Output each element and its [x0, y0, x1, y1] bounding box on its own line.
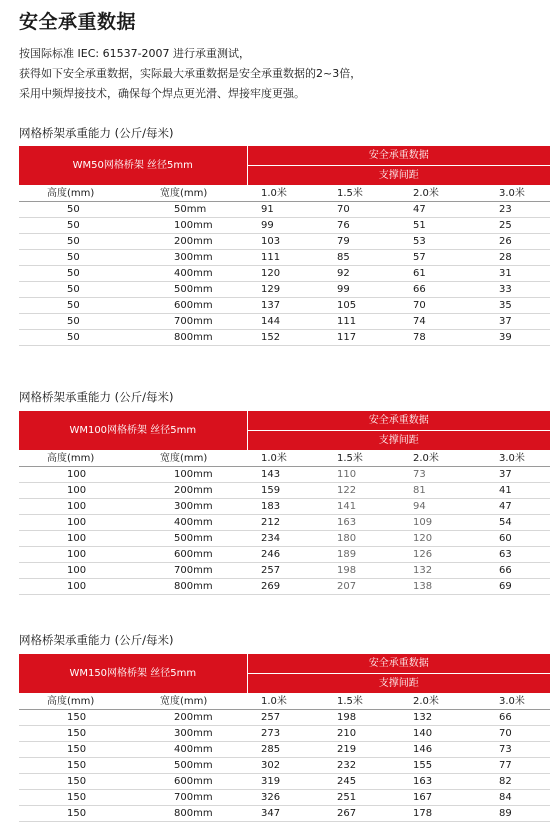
- table-cell: 600mm: [130, 774, 247, 790]
- table-cell: 257: [247, 563, 323, 579]
- table-cell: 400mm: [130, 515, 247, 531]
- table-cell: 70: [323, 202, 399, 218]
- column-header: 1.5米: [323, 451, 399, 467]
- table-cell: 37: [475, 467, 550, 483]
- table-cell: 140: [399, 726, 475, 742]
- table-row: [19, 314, 550, 330]
- table-cell: 207: [323, 579, 399, 595]
- table-cell: 600mm: [130, 298, 247, 314]
- table-cell: 100: [19, 531, 130, 547]
- table-cell: 257: [247, 710, 323, 726]
- table-cell: 150: [19, 806, 130, 822]
- table-cell: 70: [399, 298, 475, 314]
- table-cell: 66: [475, 563, 550, 579]
- table-cell: 50: [19, 330, 130, 346]
- table-row: [19, 499, 550, 515]
- table-cell: 200mm: [130, 710, 247, 726]
- table-cell: 63: [475, 547, 550, 563]
- column-header: 1.0米: [247, 694, 323, 710]
- table-cell: 129: [247, 282, 323, 298]
- table-cell: 111: [247, 250, 323, 266]
- table-cell: 81: [399, 483, 475, 499]
- table-cell: 319: [247, 774, 323, 790]
- table-cell: 302: [247, 758, 323, 774]
- table-cell: 50mm: [130, 202, 247, 218]
- table-row: [19, 531, 550, 547]
- table-cell: 109: [399, 515, 475, 531]
- table-cell: 152: [247, 330, 323, 346]
- table-cell: 70: [475, 726, 550, 742]
- table-cell: 73: [399, 467, 475, 483]
- table-cell: 111: [323, 314, 399, 330]
- table-cell: 50: [19, 282, 130, 298]
- table-cell: 47: [475, 499, 550, 515]
- header-safe-load: 安全承重数据: [247, 654, 550, 674]
- table-cell: 141: [323, 499, 399, 515]
- table-row: [19, 282, 550, 298]
- table-cell: 267: [323, 806, 399, 822]
- table-cell: 198: [323, 563, 399, 579]
- column-header: 高度(mm): [19, 451, 130, 467]
- table-cell: 23: [475, 202, 550, 218]
- table-cell: 234: [247, 531, 323, 547]
- table-cell: 800mm: [130, 579, 247, 595]
- table-cell: 100mm: [130, 218, 247, 234]
- column-header: 1.0米: [247, 451, 323, 467]
- table-cell: 99: [323, 282, 399, 298]
- table-cell: 60: [475, 531, 550, 547]
- intro-line: 获得如下安全承重数据，实际最大承重数据是安全承重数据的2~3倍，: [19, 67, 362, 80]
- table-row: [19, 547, 550, 563]
- table-cell: 163: [323, 515, 399, 531]
- table-cell: 73: [475, 742, 550, 758]
- section-title-wm50: 网格桥架承重能力 (公斤/每米): [19, 126, 174, 140]
- column-header: 3.0米: [475, 186, 550, 202]
- table-cell: 37: [475, 314, 550, 330]
- header-safe-load: 安全承重数据: [247, 146, 550, 166]
- table-cell: 92: [323, 266, 399, 282]
- column-header: 高度(mm): [19, 186, 130, 202]
- table-cell: 50: [19, 218, 130, 234]
- table-cell: 79: [323, 234, 399, 250]
- header-row: [19, 411, 550, 431]
- table-cell: 100: [19, 483, 130, 499]
- table-cell: 300mm: [130, 726, 247, 742]
- column-header: 1.5米: [323, 694, 399, 710]
- table-cell: 122: [323, 483, 399, 499]
- table-cell: 100: [19, 579, 130, 595]
- table-cell: 105: [323, 298, 399, 314]
- table-row: [19, 563, 550, 579]
- table-cell: 219: [323, 742, 399, 758]
- table-cell: 800mm: [130, 806, 247, 822]
- table-cell: 26: [475, 234, 550, 250]
- table-cell: 50: [19, 234, 130, 250]
- table-cell: 143: [247, 467, 323, 483]
- table-cell: 50: [19, 298, 130, 314]
- table-cell: 132: [399, 710, 475, 726]
- table-cell: 66: [475, 710, 550, 726]
- table-cell: 66: [399, 282, 475, 298]
- table-cell: 100: [19, 467, 130, 483]
- column-header: 3.0米: [475, 694, 550, 710]
- table-row: [19, 515, 550, 531]
- table-cell: 57: [399, 250, 475, 266]
- table-cell: 89: [475, 806, 550, 822]
- table-cell: 47: [399, 202, 475, 218]
- table-cell: 500mm: [130, 758, 247, 774]
- table-cell: 110: [323, 467, 399, 483]
- table-cell: 117: [323, 330, 399, 346]
- intro-line: 采用中频焊接技术，确保每个焊点更光滑、焊接牢度更强。: [19, 87, 305, 100]
- header-support-span: 支撑间距: [247, 431, 550, 451]
- table-cell: 400mm: [130, 266, 247, 282]
- table-cell: 99: [247, 218, 323, 234]
- table-cell: 178: [399, 806, 475, 822]
- column-header: 宽度(mm): [130, 451, 247, 467]
- table-row: [19, 298, 550, 314]
- table-cell: 500mm: [130, 282, 247, 298]
- table-cell: 78: [399, 330, 475, 346]
- table-cell: 210: [323, 726, 399, 742]
- table-cell: 150: [19, 774, 130, 790]
- intro-line: 按国际标准 IEC: 61537-2007 进行承重测试，: [19, 47, 251, 60]
- table-cell: 246: [247, 547, 323, 563]
- column-header-row: [19, 186, 550, 202]
- table-cell: 94: [399, 499, 475, 515]
- table-row: [19, 579, 550, 595]
- table-cell: 61: [399, 266, 475, 282]
- column-header: 2.0米: [399, 186, 475, 202]
- load-table-wm100: [19, 411, 550, 595]
- table-cell: 76: [323, 218, 399, 234]
- model-label: WM50网格桥架 丝径5mm: [19, 146, 247, 186]
- table-cell: 54: [475, 515, 550, 531]
- table-cell: 100: [19, 515, 130, 531]
- section-title-wm100: 网格桥架承重能力 (公斤/每米): [19, 390, 174, 404]
- table-cell: 700mm: [130, 314, 247, 330]
- table-row: [19, 467, 550, 483]
- table-row: [19, 202, 550, 218]
- table-row: [19, 806, 550, 822]
- table-cell: 69: [475, 579, 550, 595]
- table-cell: 347: [247, 806, 323, 822]
- table-cell: 100: [19, 563, 130, 579]
- header-support-span: 支撑间距: [247, 674, 550, 694]
- table-cell: 400mm: [130, 742, 247, 758]
- load-table-wm150: [19, 654, 550, 822]
- table-cell: 198: [323, 710, 399, 726]
- table-cell: 180: [323, 531, 399, 547]
- header-safe-load: 安全承重数据: [247, 411, 550, 431]
- table-cell: 269: [247, 579, 323, 595]
- table-cell: 35: [475, 298, 550, 314]
- table-row: [19, 234, 550, 250]
- table-row: [19, 710, 550, 726]
- table-cell: 150: [19, 710, 130, 726]
- table-cell: 183: [247, 499, 323, 515]
- table-row: [19, 218, 550, 234]
- table-cell: 39: [475, 330, 550, 346]
- table-cell: 500mm: [130, 531, 247, 547]
- header-support-span: 支撑间距: [247, 166, 550, 186]
- table-cell: 273: [247, 726, 323, 742]
- table-cell: 132: [399, 563, 475, 579]
- table-cell: 50: [19, 250, 130, 266]
- table-cell: 126: [399, 547, 475, 563]
- table-cell: 150: [19, 726, 130, 742]
- table-row: [19, 266, 550, 282]
- table-cell: 91: [247, 202, 323, 218]
- table-cell: 232: [323, 758, 399, 774]
- column-header: 1.0米: [247, 186, 323, 202]
- table-cell: 51: [399, 218, 475, 234]
- table-cell: 600mm: [130, 547, 247, 563]
- table-cell: 200mm: [130, 483, 247, 499]
- table-cell: 245: [323, 774, 399, 790]
- table-cell: 120: [247, 266, 323, 282]
- table-cell: 28: [475, 250, 550, 266]
- column-header: 高度(mm): [19, 694, 130, 710]
- table-cell: 53: [399, 234, 475, 250]
- table-cell: 100mm: [130, 467, 247, 483]
- table-cell: 50: [19, 266, 130, 282]
- table-cell: 100: [19, 499, 130, 515]
- header-row: [19, 146, 550, 166]
- column-header: 2.0米: [399, 694, 475, 710]
- table-cell: 120: [399, 531, 475, 547]
- column-header: 宽度(mm): [130, 694, 247, 710]
- table-cell: 700mm: [130, 563, 247, 579]
- column-header-row: [19, 451, 550, 467]
- model-label: WM150网格桥架 丝径5mm: [19, 654, 247, 694]
- table-cell: 138: [399, 579, 475, 595]
- section-title-wm150: 网格桥架承重能力 (公斤/每米): [19, 633, 174, 647]
- table-cell: 285: [247, 742, 323, 758]
- table-cell: 82: [475, 774, 550, 790]
- table-cell: 50: [19, 314, 130, 330]
- table-cell: 85: [323, 250, 399, 266]
- table-cell: 77: [475, 758, 550, 774]
- table-cell: 326: [247, 790, 323, 806]
- column-header: 宽度(mm): [130, 186, 247, 202]
- table-cell: 41: [475, 483, 550, 499]
- table-cell: 31: [475, 266, 550, 282]
- table-cell: 200mm: [130, 234, 247, 250]
- table-cell: 700mm: [130, 790, 247, 806]
- table-row: [19, 758, 550, 774]
- model-label: WM100网格桥架 丝径5mm: [19, 411, 247, 451]
- table-cell: 74: [399, 314, 475, 330]
- column-header-row: [19, 694, 550, 710]
- table-cell: 137: [247, 298, 323, 314]
- table-cell: 33: [475, 282, 550, 298]
- table-cell: 150: [19, 790, 130, 806]
- table-cell: 150: [19, 742, 130, 758]
- table-cell: 103: [247, 234, 323, 250]
- table-cell: 100: [19, 547, 130, 563]
- table-cell: 50: [19, 202, 130, 218]
- column-header: 3.0米: [475, 451, 550, 467]
- table-cell: 800mm: [130, 330, 247, 346]
- column-header: 2.0米: [399, 451, 475, 467]
- table-cell: 146: [399, 742, 475, 758]
- table-cell: 167: [399, 790, 475, 806]
- table-row: [19, 742, 550, 758]
- table-cell: 212: [247, 515, 323, 531]
- table-row: [19, 726, 550, 742]
- table-row: [19, 790, 550, 806]
- column-header: 1.5米: [323, 186, 399, 202]
- page-title: 安全承重数据: [19, 11, 137, 33]
- intro-text: [19, 44, 361, 104]
- table-cell: 300mm: [130, 250, 247, 266]
- table-cell: 84: [475, 790, 550, 806]
- table-row: [19, 774, 550, 790]
- table-row: [19, 483, 550, 499]
- table-cell: 189: [323, 547, 399, 563]
- header-row: [19, 654, 550, 674]
- table-cell: 163: [399, 774, 475, 790]
- table-cell: 300mm: [130, 499, 247, 515]
- table-cell: 144: [247, 314, 323, 330]
- table-cell: 25: [475, 218, 550, 234]
- load-table-wm50: [19, 146, 550, 346]
- table-row: [19, 250, 550, 266]
- table-cell: 150: [19, 758, 130, 774]
- table-cell: 159: [247, 483, 323, 499]
- table-cell: 251: [323, 790, 399, 806]
- table-row: [19, 330, 550, 346]
- table-cell: 155: [399, 758, 475, 774]
